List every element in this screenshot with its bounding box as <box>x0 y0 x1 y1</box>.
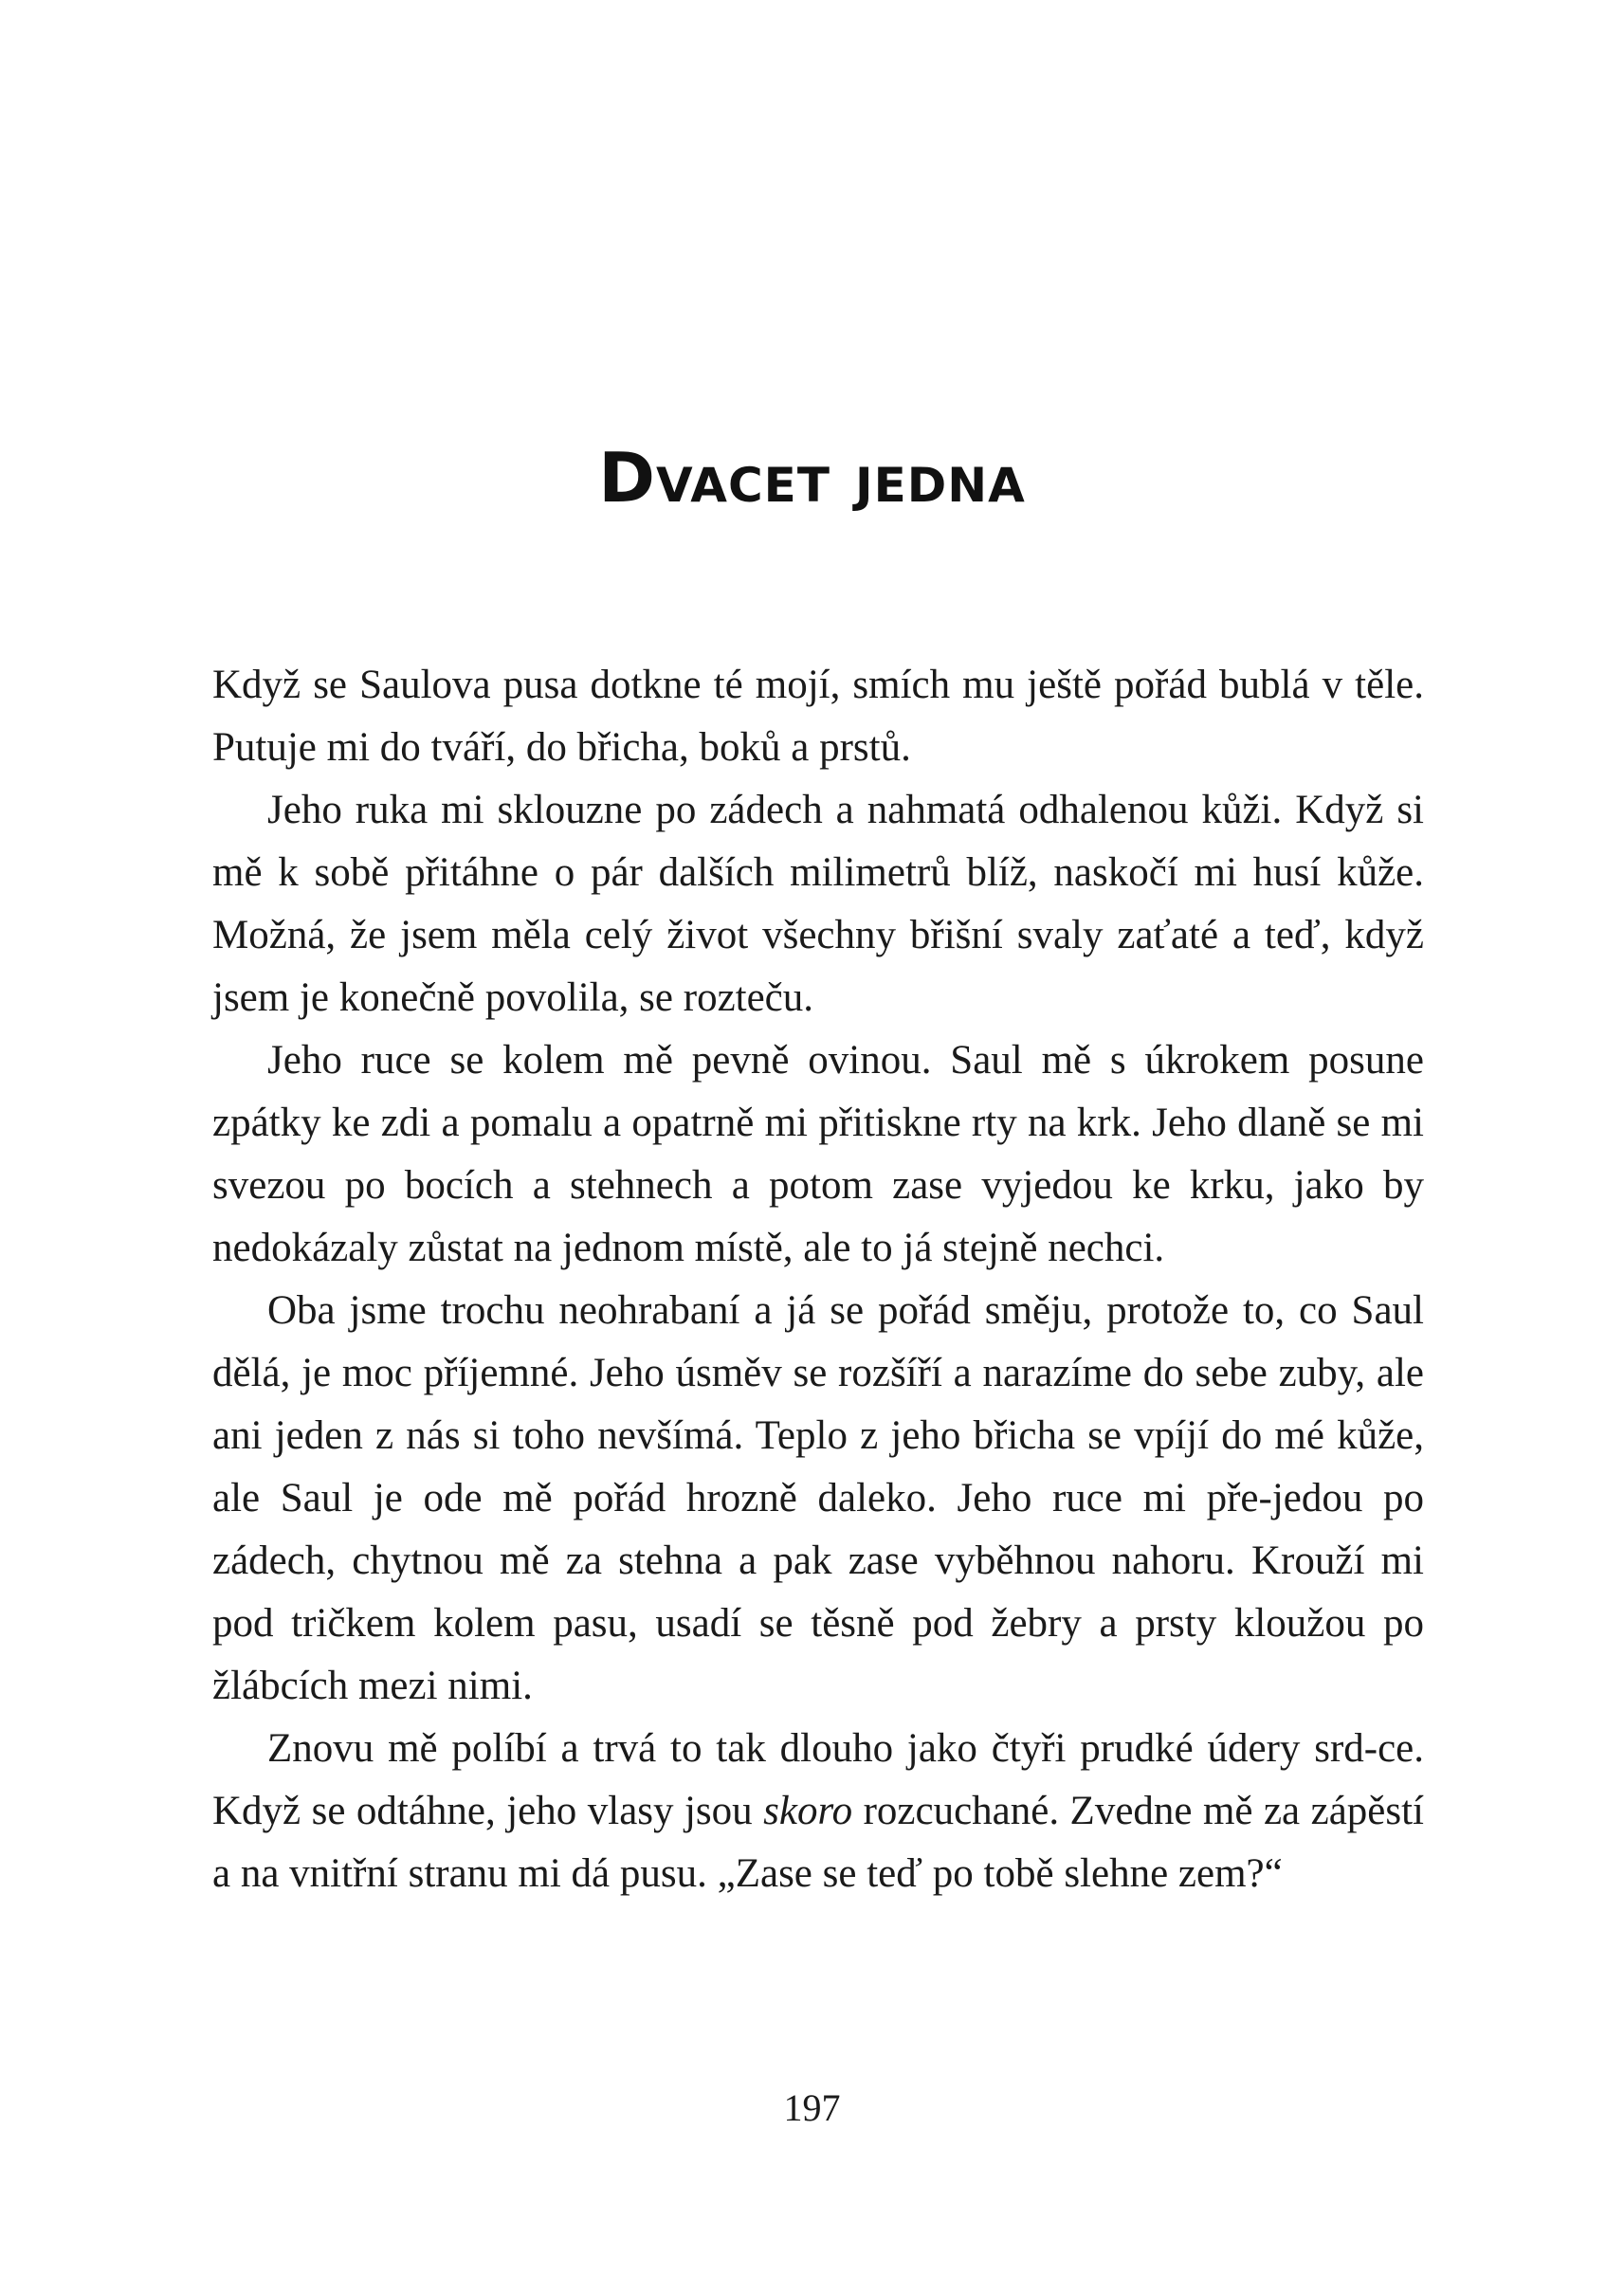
paragraph: Když se Saulova pusa dotkne té mojí, smích mu ještě pořád bublá v těle. Putuje mi do tváří, do břicha, boků a prstů. <box>212 663 1424 770</box>
paragraph: Jeho ruka mi sklouzne po zádech a nahmatá odhalenou kůži. Když si mě k sobě přitáhne o pár dalších milimetrů blíž, naskočí mi husí kůže. Možná, že jsem měla celý život všechny břišní svaly zaťaté a teď, když jsem je konečně povolila, se rozteču. <box>212 788 1424 1020</box>
paragraph-text-after: rozcuchané. Zvedne mě za zápěstí a na vnitřní stranu mi dá pusu. „Zase se teď po tobě slehne zem?“ <box>212 1789 1424 1896</box>
paragraph: Oba jsme trochu neohrabaní a já se pořád směju, protože to, co Saul dělá, je moc příjemné. Jeho úsměv se rozšíří a narazíme do sebe zuby, ale ani jeden z nás si toho nevšímá. Teplo z jeho břicha se vpíjí do mé kůže, ale Saul je ode mě pořád hrozně daleko. Jeho ruce mi pře-jedou po zádech, chytnou mě za stehna a pak zase vyběhnou nahoru. Krouží mi pod tričkem kolem pasu, usadí se těsně pod žebry a prsty kloužou po žlábcích mezi nimi. <box>212 1288 1424 1708</box>
page-number: 197 <box>783 2086 841 2129</box>
chapter-body <box>212 654 1424 1905</box>
paragraph-text-before: Znovu mě políbí a trvá to tak dlouho jako čtyři prudké údery srd-ce. Když se odtáhne, jeho vlasy jsou <box>212 1726 1424 1833</box>
chapter-title: Dvacet jedna <box>598 438 1026 518</box>
italic-emphasis: skoro <box>763 1789 853 1833</box>
paragraph: Jeho ruce se kolem mě pevně ovinou. Saul mě s úkrokem posune zpátky ke zdi a pomalu a opatrně mi přitiskne rty na krk. Jeho dlaně se mi svezou po bocích a stehnech a potom zase vyjedou ke krku, jako by nedokázaly zůstat na jednom místě, ale to já stejně nechci. <box>212 1038 1424 1270</box>
paragraph <box>212 1718 1424 1905</box>
